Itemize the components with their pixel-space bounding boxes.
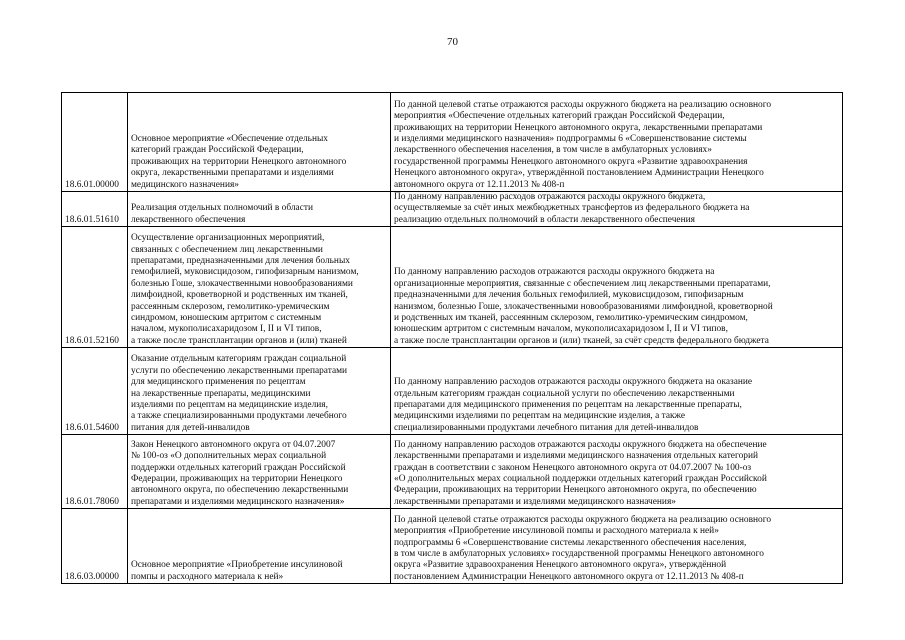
row-code: 18.6.01.54600: [62, 348, 128, 435]
row-name: Оказание отдельным категориям граждан социальной услуги по обеспечению лекарственными препаратами для медицинского применения по рецептам на лекарственные препараты, медицинскими изделиями по рецептам на медицинские изделия, а также специализированными продуктами лечебного питания для детей-инвалидов: [128, 348, 391, 435]
table-row: [62, 435, 843, 509]
table-row: [62, 93, 843, 192]
table-row: [62, 509, 843, 584]
row-code: 18.6.01.52160: [62, 227, 128, 348]
row-code: 18.6.01.51610: [62, 192, 128, 227]
row-description: По данной целевой статье отражаются расходы окружного бюджета на реализацию основного мероприятия «Приобретение инсулиновой помпы и расходного материала к ней» подпрограммы 6 «Совершенствование системы лекарственного обеспечения населения, в том числе в амбулаторных условиях» государственной программы Ненецкого автономного округа «Развитие здравоохранения Ненецкого автономного округа», утверждённой постановлением Администрации Ненецкого автономного округа от 12.11.2013 № 408-п: [391, 509, 843, 584]
row-name: Основное мероприятие «Приобретение инсулиновой помпы и расходного материала к ней»: [128, 509, 391, 584]
row-name: Осуществление организационных мероприятий, связанных с обеспечением лиц лекарственными препаратами, предназначенными для лечения больных гемофилией, муковисцидозом, гипофизарным нанизмом, болезнью Гоше, злокачественными новообразованиями лимфоидной, кроветворной и родственных им тканей, рассеянным склерозом, гемолитико-уремическим синдромом, юношеским артритом с системным началом, мукополисахаридозом I, II и VI типов, а также после трансплантации органов и (или) тканей: [128, 227, 391, 348]
table-row: [62, 227, 843, 348]
row-description: По данному направлению расходов отражаются расходы окружного бюджета на обеспечение лекарственными препаратами и изделиями медицинского назначения отдельных категорий граждан в соответствии с законом Ненецкого автономного округа от 04.07.2007 № 100-оз «О дополнительных мерах социальной поддержки отдельных категорий граждан Российской Федерации, проживающих на территории Ненецкого автономного округа, по обеспечению лекарственными препаратами и изделиями медицинского назначения»: [391, 435, 843, 509]
row-code: 18.6.03.00000: [62, 509, 128, 584]
row-code: 18.6.01.00000: [62, 93, 128, 192]
row-name: Закон Ненецкого автономного округа от 04.07.2007 № 100-оз «О дополнительных мерах социальной поддержки отдельных категорий граждан Российской Федерации, проживающих на территории Ненецкого автономного округа, по обеспечению лекарственными препаратами и изделиями медицинского назначения»: [128, 435, 391, 509]
row-description: По данной целевой статье отражаются расходы окружного бюджета на реализацию основного мероприятия «Обеспечение отдельных категорий граждан Российской Федерации, проживающих на территории Ненецкого автономного округа, лекарственными препаратами и изделиями медицинского назначения» подпрограммы 6 «Совершенствование системы лекарственного обеспечения населения, в том числе в амбулаторных условиях» государственной программы Ненецкого автономного округа «Развитие здравоохранения Ненецкого автономного округа», утверждённой постановлением Администрации Ненецкого автономного округа от 12.11.2013 № 408-п: [391, 93, 843, 192]
table-row: [62, 192, 843, 227]
row-code: 18.6.01.78060: [62, 435, 128, 509]
page-number: 70: [447, 36, 458, 48]
row-description: По данному направлению расходов отражаются расходы окружного бюджета на оказание отдельным категориям граждан социальной услуги по обеспечению лекарственными препаратами для медицинского применения по рецептам на лекарственные препараты, медицинскими изделиями по рецептам на медицинские изделия, а также специализированными продуктами лечебного питания для детей-инвалидов: [391, 348, 843, 435]
row-description: По данному направлению расходов отражаются расходы окружного бюджета, осуществляемые за счёт иных межбюджетных трансфертов из федерального бюджета на реализацию отдельных полномочий в области лекарственного обеспечения: [391, 192, 843, 227]
row-name: Реализация отдельных полномочий в области лекарственного обеспечения: [128, 192, 391, 227]
row-description: По данному направлению расходов отражаются расходы окружного бюджета на организационные мероприятия, связанные с обеспечением лиц лекарственными препаратами, предназначенными для лечения больных гемофилией, муковисцидозом, гипофизарным нанизмом, болезнью Гоше, злокачественными новообразованиями лимфоидной, кроветворной и родственных им тканей, рассеянным склерозом, гемолитико-уремическим синдромом, юношеским артритом с системным началом, мукополисахаридозом I, II и VI типов, а также после трансплантации органов и (или) тканей, за счёт средств федерального бюджета: [391, 227, 843, 348]
row-name: Основное мероприятие «Обеспечение отдельных категорий граждан Российской Федерации, проживающих на территории Ненецкого автономного округа, лекарственными препаратами и изделиями медицинского назначения»: [128, 93, 391, 192]
table-row: [62, 348, 843, 435]
budget-classification-table: [61, 92, 843, 584]
